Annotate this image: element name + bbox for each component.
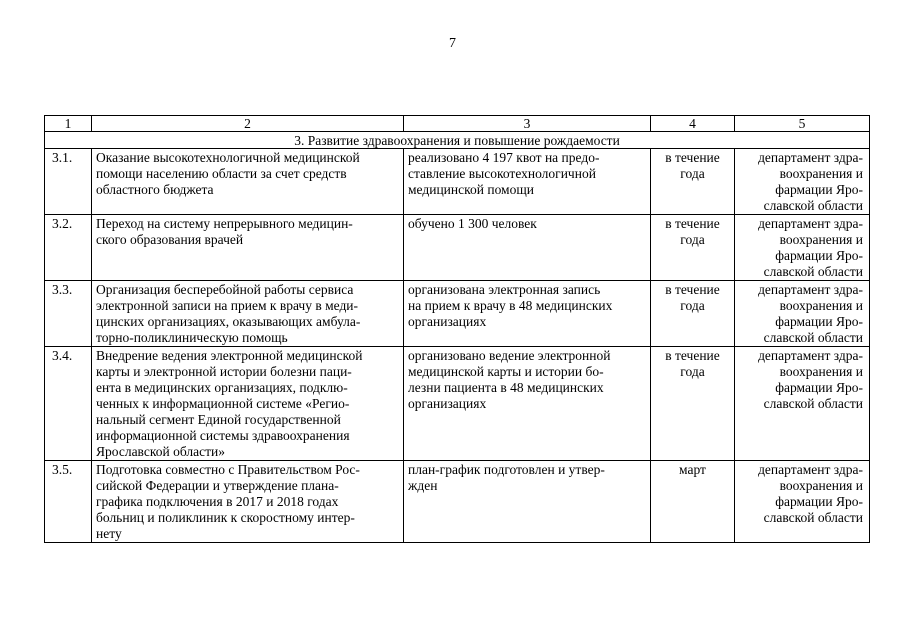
col-header-1: 1 <box>45 116 92 132</box>
table-body <box>45 116 870 543</box>
cell-line: лезни пациента в 48 медицинских <box>408 380 604 395</box>
cell-line: в течение <box>665 216 720 231</box>
cell-line: фармации Яро- <box>775 314 863 329</box>
cell-line: воохранения и <box>779 298 863 313</box>
cell-line: департамент здра- <box>758 282 863 297</box>
cell-line: ента в медицинских организациях, подклю- <box>96 380 348 395</box>
activity-cell <box>92 347 404 461</box>
cell-line: в течение <box>665 282 720 297</box>
cell-line: Оказание высокотехнологичной медицинской <box>96 150 360 165</box>
cell-line: реализовано 4 197 квот на предо- <box>408 150 600 165</box>
cell-line: помощи населению области за счет средств <box>96 166 347 181</box>
responsible-cell <box>735 347 870 461</box>
cell-line: электронной записи на прием к врачу в меди- <box>96 298 359 313</box>
cell-line: фармации Яро- <box>775 494 863 509</box>
activity-cell <box>92 281 404 347</box>
result-cell <box>404 281 651 347</box>
col-header-5: 5 <box>735 116 870 132</box>
cell-line: ченных к информационной системе «Регио- <box>96 396 350 411</box>
responsible-cell <box>735 149 870 215</box>
cell-line: план-график подготовлен и утвер- <box>408 462 605 477</box>
term-cell <box>651 149 735 215</box>
row-number: 3.1. <box>45 149 92 215</box>
cell-line: организована электронная запись <box>408 282 601 297</box>
term-cell <box>651 461 735 543</box>
cell-line: года <box>680 232 705 247</box>
row-number: 3.2. <box>45 215 92 281</box>
cell-line: славской области <box>763 330 863 345</box>
activity-cell <box>92 215 404 281</box>
table-row <box>45 461 870 543</box>
cell-line: организациях <box>408 314 487 329</box>
cell-line: славской области <box>763 396 863 411</box>
term-cell <box>651 215 735 281</box>
row-number: 3.4. <box>45 347 92 461</box>
cell-line: цинских организациях, оказывающих амбула- <box>96 314 361 329</box>
cell-line: воохранения и <box>779 166 863 181</box>
cell-line: медицинской карты и истории бо- <box>408 364 604 379</box>
cell-line: торно-поликлиническую помощь <box>96 330 288 345</box>
table-row <box>45 215 870 281</box>
header-row <box>45 116 870 132</box>
cell-line: славской области <box>763 198 863 213</box>
cell-line: на прием к врачу в 48 медицинских <box>408 298 613 313</box>
cell-line: воохранения и <box>779 478 863 493</box>
result-cell <box>404 461 651 543</box>
table-row <box>45 347 870 461</box>
cell-line: департамент здра- <box>758 462 863 477</box>
table-row <box>45 149 870 215</box>
cell-line: славской области <box>763 510 863 525</box>
cell-line: в течение <box>665 150 720 165</box>
col-header-3: 3 <box>404 116 651 132</box>
cell-line: нету <box>96 526 122 541</box>
cell-line: жден <box>408 478 438 493</box>
cell-line: март <box>679 462 706 477</box>
cell-line: карты и электронной истории болезни паци- <box>96 364 352 379</box>
cell-line: информационной системы здравоохранения <box>96 428 350 443</box>
result-cell <box>404 215 651 281</box>
cell-line: организациях <box>408 396 487 411</box>
cell-line: организовано ведение электронной <box>408 348 611 363</box>
table-row <box>45 281 870 347</box>
activity-cell <box>92 149 404 215</box>
result-cell <box>404 149 651 215</box>
cell-line: медицинской помощи <box>408 182 534 197</box>
col-header-4: 4 <box>651 116 735 132</box>
cell-line: обучено 1 300 человек <box>408 216 537 231</box>
col-header-2: 2 <box>92 116 404 132</box>
page-number: 7 <box>449 36 456 51</box>
cell-line: сийской Федерации и утверждение плана- <box>96 478 339 493</box>
result-cell <box>404 347 651 461</box>
cell-line: воохранения и <box>779 364 863 379</box>
section-title: 3. Развитие здравоохранения и повышение рождаемости <box>45 132 870 149</box>
cell-line: ставление высокотехнологичной <box>408 166 596 181</box>
responsible-cell <box>735 215 870 281</box>
activity-cell <box>92 461 404 543</box>
cell-line: воохранения и <box>779 232 863 247</box>
cell-line: областного бюджета <box>96 182 214 197</box>
responsible-cell <box>735 281 870 347</box>
cell-line: славской области <box>763 264 863 279</box>
responsible-cell <box>735 461 870 543</box>
cell-line: фармации Яро- <box>775 182 863 197</box>
cell-line: Ярославской области» <box>96 444 225 459</box>
cell-line: департамент здра- <box>758 348 863 363</box>
cell-line: графика подключения в 2017 и 2018 годах <box>96 494 339 509</box>
cell-line: ского образования врачей <box>96 232 244 247</box>
cell-line: департамент здра- <box>758 216 863 231</box>
cell-line: Переход на систему непрерывного медицин- <box>96 216 353 231</box>
plan-table <box>44 115 870 543</box>
cell-line: Подготовка совместно с Правительством Рос- <box>96 462 360 477</box>
cell-line: года <box>680 364 705 379</box>
section-row <box>45 132 870 149</box>
cell-line: года <box>680 166 705 181</box>
row-number: 3.3. <box>45 281 92 347</box>
cell-line: фармации Яро- <box>775 248 863 263</box>
cell-line: Внедрение ведения электронной медицинской <box>96 348 363 363</box>
term-cell <box>651 281 735 347</box>
cell-line: фармации Яро- <box>775 380 863 395</box>
cell-line: больниц и поликлиник к скоростному интер- <box>96 510 355 525</box>
term-cell <box>651 347 735 461</box>
cell-line: нальный сегмент Единой государственной <box>96 412 341 427</box>
cell-line: Организация бесперебойной работы сервиса <box>96 282 354 297</box>
cell-line: года <box>680 298 705 313</box>
cell-line: в течение <box>665 348 720 363</box>
cell-line: департамент здра- <box>758 150 863 165</box>
row-number: 3.5. <box>45 461 92 543</box>
